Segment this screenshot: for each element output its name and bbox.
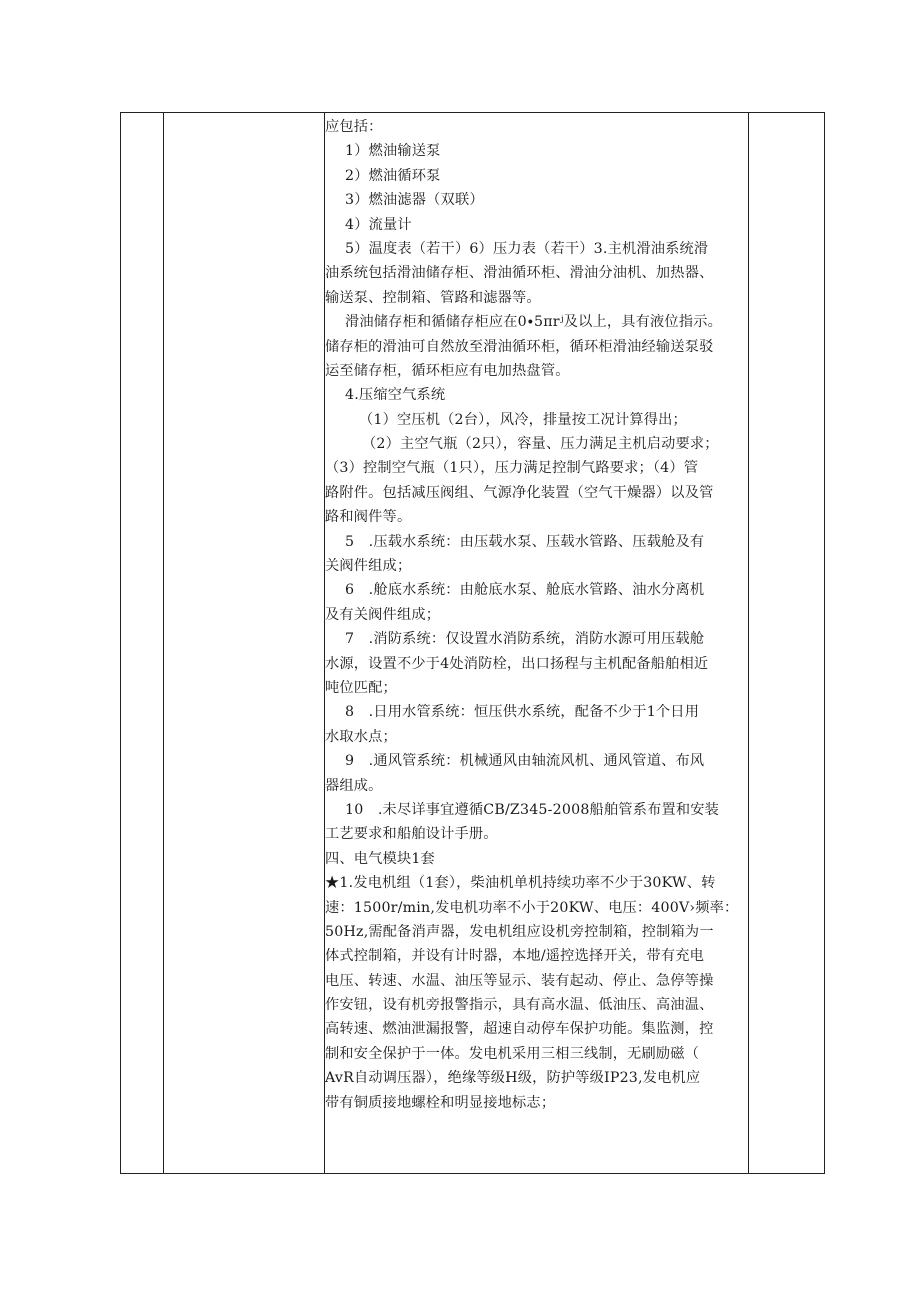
column-divider-1 — [163, 113, 164, 1173]
text-line: 输送泵、控制箱、管路和滤器等。 — [325, 289, 541, 306]
text-line: 1）燃油输送泵 — [345, 143, 441, 160]
text-line: 5 .压载水系统：由压载水泵、压载水管路、压载舱及有 — [345, 533, 705, 550]
text-line: 带有铜质接地螺栓和明显接地标志； — [325, 1094, 556, 1111]
text-line: 器组成。 — [325, 777, 383, 794]
text-line: 2）燃油循环泵 — [345, 167, 441, 184]
text-line: 4.压缩空气系统 — [345, 387, 446, 404]
text-line: 5）温度表（若干）6）压力表（若干）3.主机滑油系统滑 — [345, 240, 709, 257]
text-line: 水源，设置不少于4处消防栓，出口扬程与主机配备船舶相近 — [325, 655, 709, 672]
text-line: 路和阀件等。 — [325, 509, 412, 526]
text-line: AvR自动调压器），绝缘等级H级，防护等级IP23,发电机应 — [325, 1070, 701, 1087]
section-heading: 四、电气模块1套 — [325, 850, 435, 867]
text-line: 运至储存柜，循环柜应有电加热盘管。 — [325, 362, 570, 379]
text-line: 10 .未尽详事宜遵循CB/Z345-2008船舶管系布置和安装 — [345, 801, 720, 818]
text-line: 体式控制箱，并设有计时器，本地/遥控选择开关，带有充电 — [325, 948, 705, 965]
text-line: 7 .消防系统：仅设置水消防系统，消防水源可用压载舱 — [345, 631, 705, 648]
text-line: 50Hz,需配备消声器，发电机组应设机旁控制箱，控制箱为一 — [325, 923, 714, 940]
text-line: 及有关阀件组成； — [325, 606, 441, 623]
text-line: 6 .舱底水系统：由舱底水泵、舱底水管路、油水分离机 — [345, 582, 705, 599]
text-line: 工艺要求和船舶设计手册。 — [325, 826, 498, 843]
text-line: 制和安全保护于一体。发电机采用三相三线制，无刷励磁（ — [325, 1045, 700, 1062]
spec-table — [120, 112, 825, 1174]
text-line: 9 .通风管系统：机械通风由轴流风机、通风管道、布风 — [345, 753, 705, 770]
text-line: （1）空压机（2台），风冷，排量按工况计算得出； — [359, 411, 687, 428]
text-line: 3）燃油滤器（双联） — [345, 192, 484, 209]
text-line: 电压、转速、水温、油压等显示、装有起动、停止、急停等操 — [325, 972, 714, 989]
text-line: ★1.发电机组（1套），柴油机单机持续功率不少于30KW、转 — [325, 875, 716, 892]
text-line: （3）控制空气瓶（1只），压力满足控制气路要求；（4）管 — [325, 460, 699, 477]
text-line: 高转速、燃油泄漏报警，超速自动停车保护功能。集监测，控 — [325, 1021, 714, 1038]
text-line: 4）流量计 — [345, 216, 412, 233]
text-line: 应包括： — [325, 119, 383, 135]
text-line: 路附件。包括减压阀组、气源净化装置（空气干燥器）以及管 — [325, 484, 714, 501]
text-line: 8 .日用水管系统：恒压供水系统，配备不少于1个日用 — [345, 704, 700, 721]
text-line: 速：1500r/min,发电机功率不小于20KW、电压：400V›频率： — [325, 899, 739, 916]
text-line: 作安钮，设有机旁报警指示，具有高水温、低油压、高油温、 — [325, 997, 714, 1014]
text-line: 吨位匹配； — [325, 679, 397, 696]
text-line: 水取水点； — [325, 728, 397, 745]
text-line: 储存柜的滑油可自然放至滑油循环柜，循环柜滑油经输送泵驳 — [325, 338, 714, 355]
spec-description-cell — [325, 115, 749, 1115]
text-line: 关阀件组成； — [325, 558, 412, 575]
text-line: （2）主空气瓶（2只），容量、压力满足主机启动要求； — [362, 436, 719, 453]
text-line: 滑油储存柜和循储存柜应在0∙5πrʲ及以上，具有液位指示。 — [345, 314, 722, 331]
text-line: 油系统包括滑油储存柜、滑油循环柜、滑油分油机、加热器、 — [325, 265, 714, 282]
